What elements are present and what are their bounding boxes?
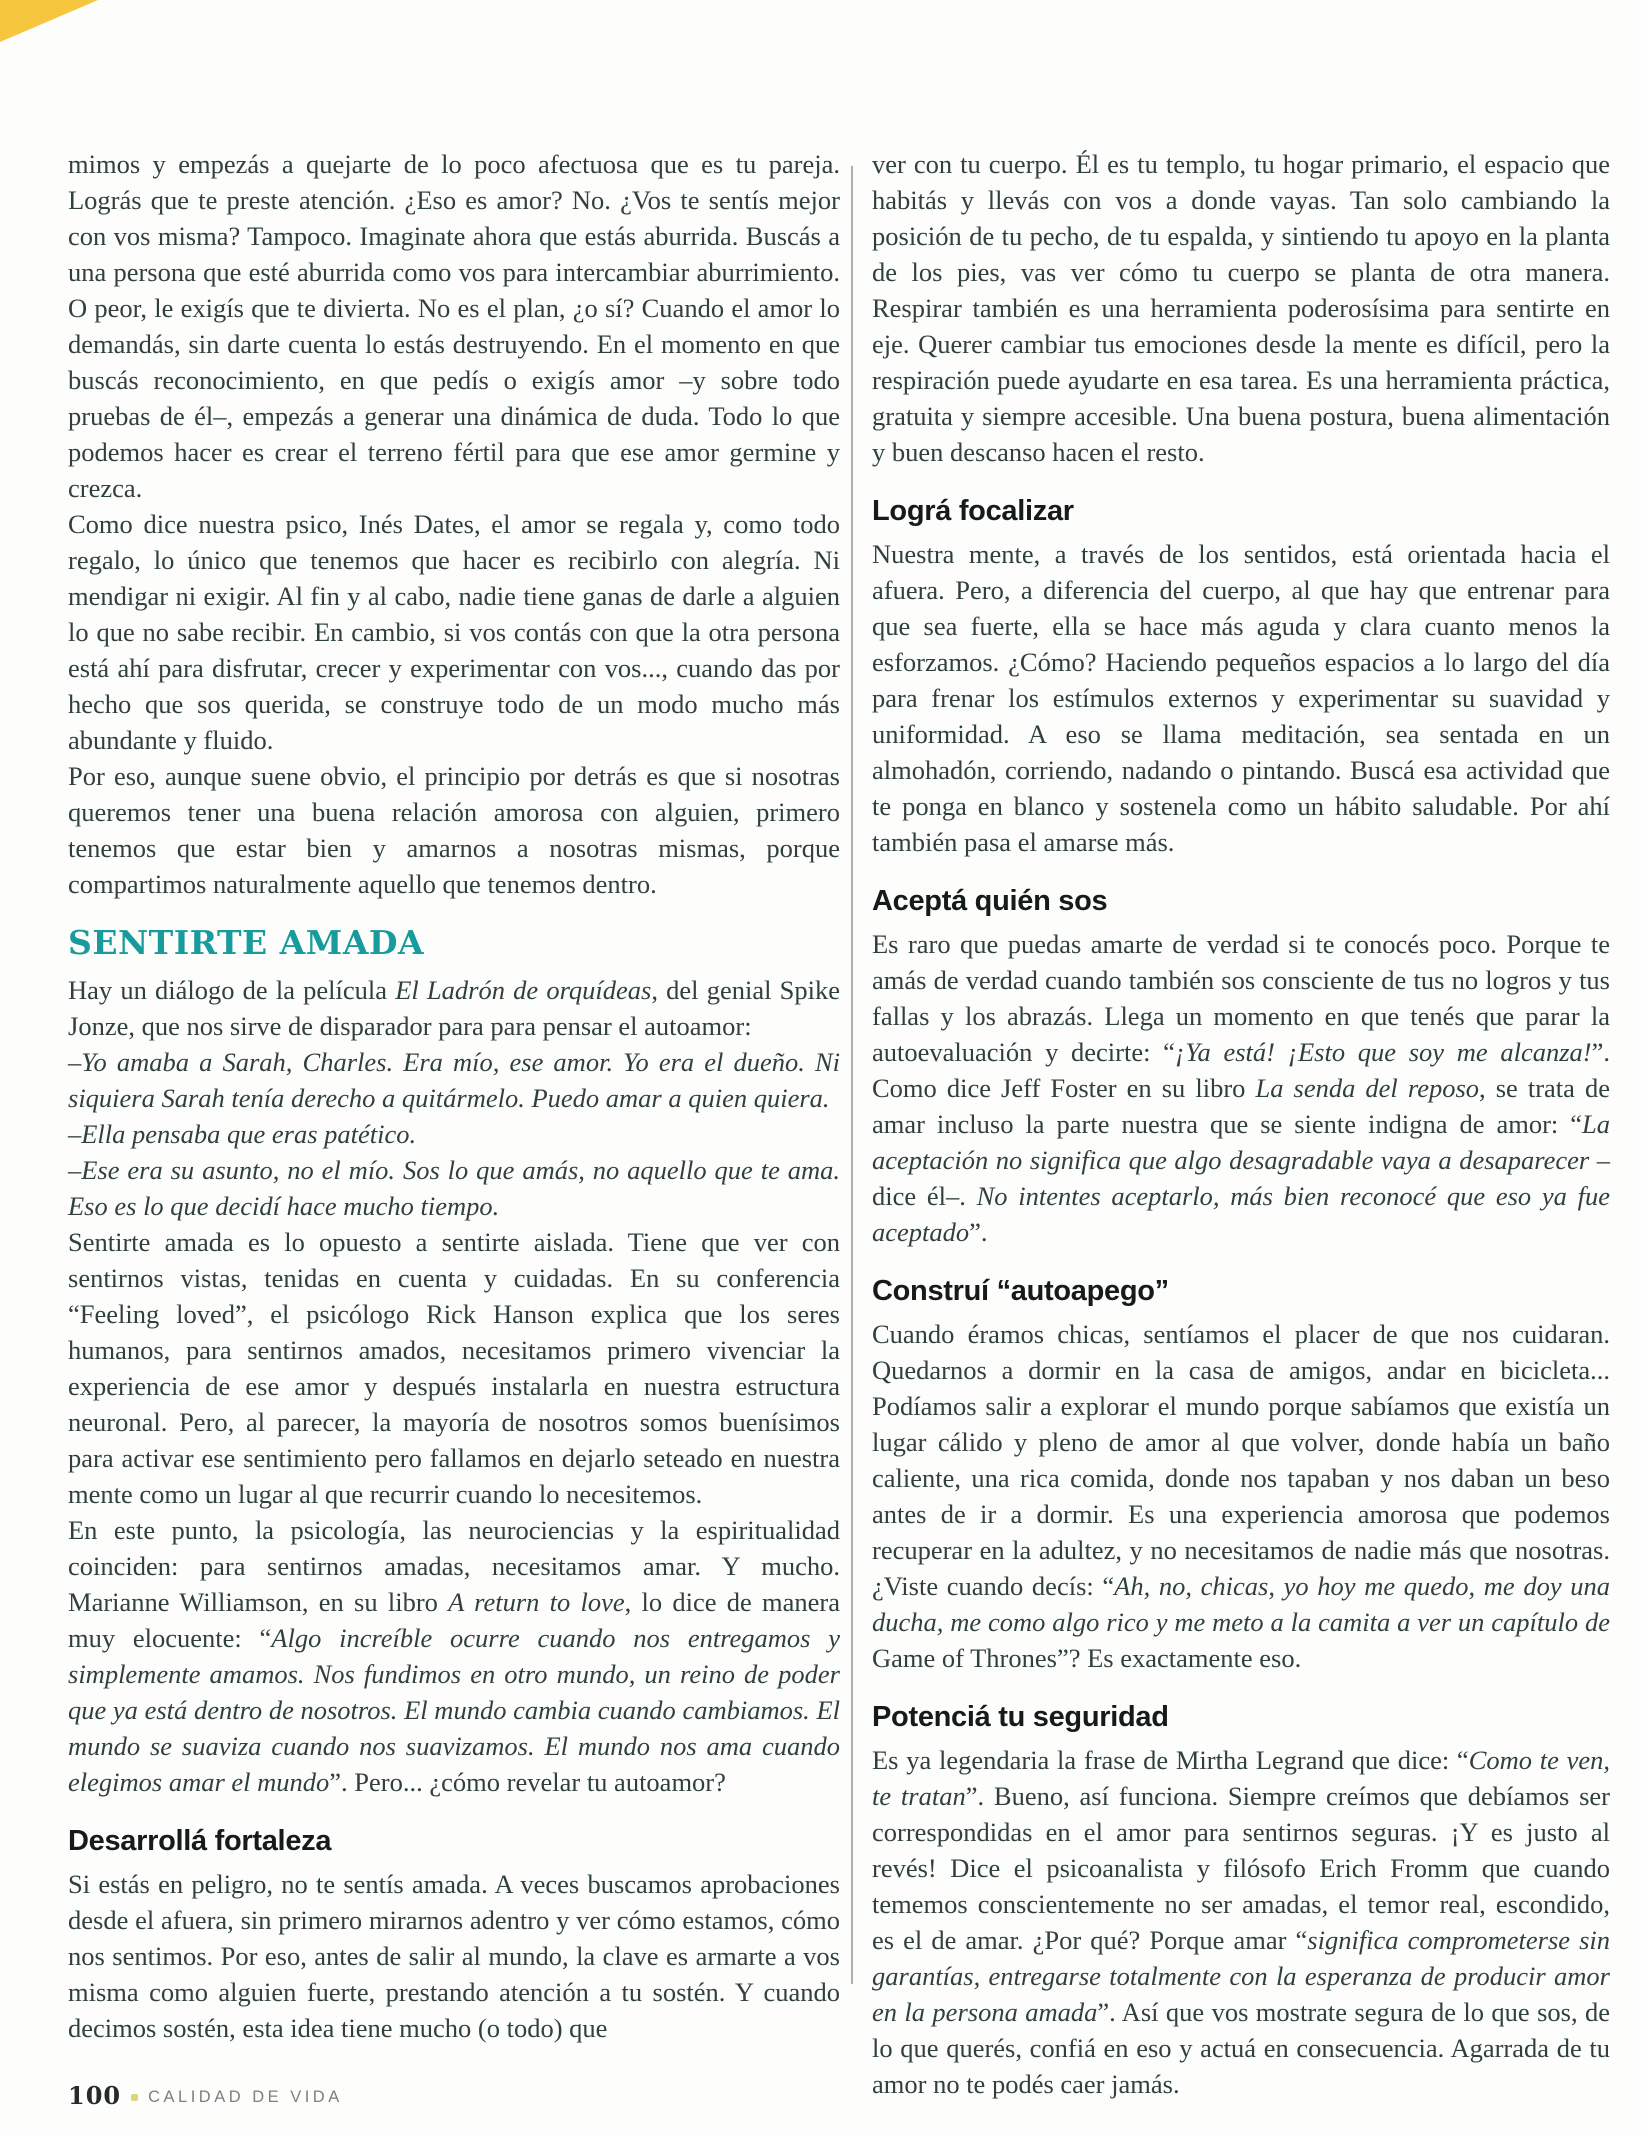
text-run: Es ya legendaria la frase de Mirtha Legrand que dice: “ bbox=[872, 1745, 1469, 1775]
footer-separator-dot bbox=[131, 2094, 138, 2101]
text-run: Es raro que puedas amarte de verdad si te conocés poco. Porque te amás de verdad cuando también sos consciente de tus no logros y tus fallas y los abrazás. Llega un momento en que tenés que parar la autoevaluación y decirte: “ bbox=[872, 929, 1610, 1067]
paragraph bbox=[68, 1866, 840, 2046]
text-run: Hay un diálogo de la película bbox=[68, 975, 396, 1005]
text-run: Cuando éramos chicas, sentíamos el placer de que nos cuidaran. Quedarnos a dormir en la casa de amigos, andar en bicicleta... Podíamos salir a explorar el mundo porque sabíamos que existía un lugar cálido y pleno de amor al que volver, donde había un baño caliente, una rica comida, donde nos tapaban y nos daban un beso antes de ir a dormir. Es una experiencia amorosa que podemos recuperar en la adultez, y no necesitamos de nadie más que nosotras. ¿Viste cuando decís: “ bbox=[872, 1319, 1610, 1601]
paragraph bbox=[68, 1044, 840, 1116]
text-run: Game of Thrones”? Es exactamente eso. bbox=[872, 1643, 1302, 1673]
text-run: Como dice nuestra psico, Inés Dates, el amor se regala y, como todo regalo, lo único que tenemos que hacer es recibirlo con alegría. Ni mendigar ni exigir. Al fin y al cabo, nadie tiene ganas de darle a alguien lo que no sabe recibir. En cambio, si vos contás con que la otra persona está ahí para disfrutar, crecer y experimentar con vos..., cuando das por hecho que sos querida, se construye todo de un modo mucho más abundante y fluido. bbox=[68, 509, 840, 755]
paragraph bbox=[68, 1512, 840, 1800]
italic-text-run: Algo increíble ocurre cuando nos entregamos y simplemente amamos. Nos fundimos en otro mundo, un reino de poder que ya está dentro de nosotros. El mundo cambia cuando cambiamos. El mundo se suaviza cuando nos suavizamos. El mundo nos ama cuando elegimos amar el mundo bbox=[68, 1623, 840, 1797]
text-column-right bbox=[872, 146, 1610, 2102]
text-run: Por eso, aunque suene obvio, el principio por detrás es que si nosotras queremos tener una buena relación amorosa con alguien, primero tenemos que estar bien y amarnos a nosotras mismas, porque compartimos naturalmente aquello que tenemos dentro. bbox=[68, 761, 840, 899]
italic-text-run: La senda del reposo bbox=[1255, 1073, 1480, 1103]
paragraph bbox=[872, 536, 1610, 860]
text-run: ver con tu cuerpo. Él es tu templo, tu hogar primario, el espacio que habitás y llevás con vos a donde vayas. Tan solo cambiando la posición de tu pecho, de tu espalda, y sintiendo tu apoyo en la planta de los pies, vas ver cómo tu cuerpo se planta de otra manera. Respirar también es una herramienta poderosísima para sentirte en eje. Querer cambiar tus emociones desde la mente es difícil, pero la respiración puede ayudarte en esa tarea. Es una herramienta práctica, gratuita y siempre accesible. Una buena postura, buena alimentación y buen descanso hacen el resto. bbox=[872, 149, 1610, 467]
italic-text-run: –Yo amaba a Sarah, Charles. Era mío, ese amor. Yo era el dueño. Ni siquiera Sarah tenía derecho a quitármelo. Puedo amar a quien quiera. bbox=[68, 1047, 840, 1113]
sub-heading: Potenciá tu seguridad bbox=[872, 1701, 1169, 1733]
text-run: Nuestra mente, a través de los sentidos, está orientada hacia el afuera. Pero, a diferencia del cuerpo, al que hay que entrenar para que sea fuerte, ella se hace más aguda y clara cuanto menos la esforzamos. ¿Cómo? Haciendo pequeños espacios a lo largo del día para frenar los estímulos externos y experimentar su suavidad y uniformidad. A eso se llama meditación, sea sentada en un almohadón, corriendo, nadando o pintando. Buscá esa actividad que te ponga en blanco y sostenela como un hábito saludable. Por ahí también pasa el amarse más. bbox=[872, 539, 1610, 857]
text-run: ”. Bueno, así funciona. Siempre creímos que debíamos ser correspondidas en el amor para sentirnos seguras. ¡Y es justo al revés! Dice el psicoanalista y filósofo Erich Fromm que cuando tememos conscientemente no ser amadas, el temor real, escondido, es el de amar. ¿Por qué? Porque amar “ bbox=[872, 1781, 1610, 1955]
paragraph bbox=[68, 972, 840, 1044]
paragraph bbox=[68, 506, 840, 758]
italic-text-run: No intentes aceptarlo, más bien reconocé que eso ya fue aceptado bbox=[872, 1181, 1610, 1247]
paragraph bbox=[872, 1316, 1610, 1676]
sub-heading: Lográ focalizar bbox=[872, 495, 1074, 527]
italic-text-run: Como te ven, te tratan bbox=[872, 1745, 1610, 1811]
section-label: CALIDAD DE VIDA bbox=[148, 2088, 343, 2106]
page-number: 100 bbox=[68, 2081, 122, 2110]
sub-heading: Aceptá quién sos bbox=[872, 885, 1108, 917]
text-run: , se trata de amar incluso la parte nuestra que se siente indigna de amor: “ bbox=[872, 1073, 1610, 1139]
italic-text-run: significa comprometerse sin garantías, entregarse totalmente con la esperanza de producir amor en la persona amada bbox=[872, 1925, 1611, 2027]
text-run: –dice él–. bbox=[872, 1145, 1611, 1211]
text-run: ”. Como dice Jeff Foster en su libro bbox=[872, 1037, 1610, 1103]
paragraph bbox=[68, 146, 840, 506]
text-column-left bbox=[68, 146, 840, 2046]
text-run: , lo dice de manera muy elocuente: “ bbox=[68, 1587, 840, 1653]
text-run: ”. Pero... ¿cómo revelar tu autoamor? bbox=[329, 1767, 726, 1797]
paragraph bbox=[68, 758, 840, 902]
text-run: Sentirte amada es lo opuesto a sentirte aislada. Tiene que ver con sentirnos vistas, tenidas en cuenta y cuidadas. En su conferencia “Feeling loved”, el psicólogo Rick Hanson explica que los seres humanos, para sentirnos amados, necesitamos primero vivenciar la experiencia de ese amor y después instalarla en nuestra estructura neuronal. Pero, al parecer, la mayoría de nosotros somos buenísimos para activar ese sentimiento pero fallamos en dejarlo seteado en nuestra mente como un lugar al que recurrir cuando lo necesitemos. bbox=[68, 1227, 840, 1509]
paragraph bbox=[872, 1742, 1610, 2102]
italic-text-run: ¡Ya está! ¡Esto que soy me alcanza! bbox=[1174, 1037, 1592, 1067]
italic-text-run: A return to love bbox=[448, 1587, 625, 1617]
text-run: ”. Así que vos mostrate segura de lo que sos, de lo que querés, confiá en eso y actuá en consecuencia. Agarrada de tu amor no te podés caer jamás. bbox=[872, 1997, 1610, 2099]
corner-yellow-wedge bbox=[0, 0, 98, 42]
paragraph bbox=[68, 1116, 840, 1152]
italic-text-run: El Ladrón de orquídeas bbox=[395, 975, 652, 1005]
text-run: , del genial Spike Jonze, que nos sirve de disparador para para pensar el autoamor: bbox=[68, 975, 840, 1041]
sub-heading: Construí “autoapego” bbox=[872, 1275, 1169, 1307]
text-run: En este punto, la psicología, las neurociencias y la espiritualidad coinciden: para sentirnos amadas, necesitamos amar. Y mucho. Marianne Williamson, en su libro bbox=[68, 1515, 840, 1617]
column-divider bbox=[851, 166, 853, 1984]
text-run: Si estás en peligro, no te sentís amada. A veces buscamos aprobaciones desde el afuera, sin primero mirarnos adentro y ver cómo estamos, cómo nos sentimos. Por eso, antes de salir al mundo, la clave es armarte a vos misma como alguien fuerte, prestando atención a tu sostén. Y cuando decimos sostén, esta idea tiene mucho (o todo) que bbox=[68, 1869, 840, 2043]
text-run: ”. bbox=[969, 1217, 988, 1247]
italic-text-run: –Ese era su asunto, no el mío. Sos lo que amás, no aquello que te ama. Eso es lo que decidí hace mucho tiempo. bbox=[68, 1155, 840, 1221]
paragraph bbox=[872, 146, 1610, 470]
italic-text-run: La aceptación no significa que algo desagradable vaya a desaparecer bbox=[872, 1109, 1610, 1175]
sub-heading: Desarrollá fortaleza bbox=[68, 1825, 332, 1857]
paragraph bbox=[68, 1224, 840, 1512]
text-run: mimos y empezás a quejarte de lo poco afectuosa que es tu pareja. Lográs que te preste atención. ¿Eso es amor? No. ¿Vos te sentís mejor con vos misma? Tampoco. Imaginate ahora que estás aburrida. Buscás a una persona que esté aburrida como vos para intercambiar aburrimiento. O peor, le exigís que te divierta. No es el plan, ¿o sí? Cuando el amor lo demandás, sin darte cuenta lo estás destruyendo. En el momento en que buscás reconocimiento, en que pedís o exigís amor –y sobre todo pruebas de él–, empezás a generar una dinámica de duda. Todo lo que podemos hacer es crear el terreno fértil para que ese amor germine y crezca. bbox=[68, 149, 840, 503]
italic-text-run: –Ella pensaba que eras patético. bbox=[68, 1119, 417, 1149]
paragraph bbox=[872, 926, 1610, 1250]
page-footer bbox=[68, 2081, 343, 2110]
italic-text-run: Ah, no, chicas, yo hoy me quedo, me doy una ducha, me como algo rico y me meto a la camita a ver un capítulo de bbox=[872, 1571, 1610, 1637]
paragraph bbox=[68, 1152, 840, 1224]
section-heading: SENTIRTE AMADA bbox=[68, 923, 425, 962]
